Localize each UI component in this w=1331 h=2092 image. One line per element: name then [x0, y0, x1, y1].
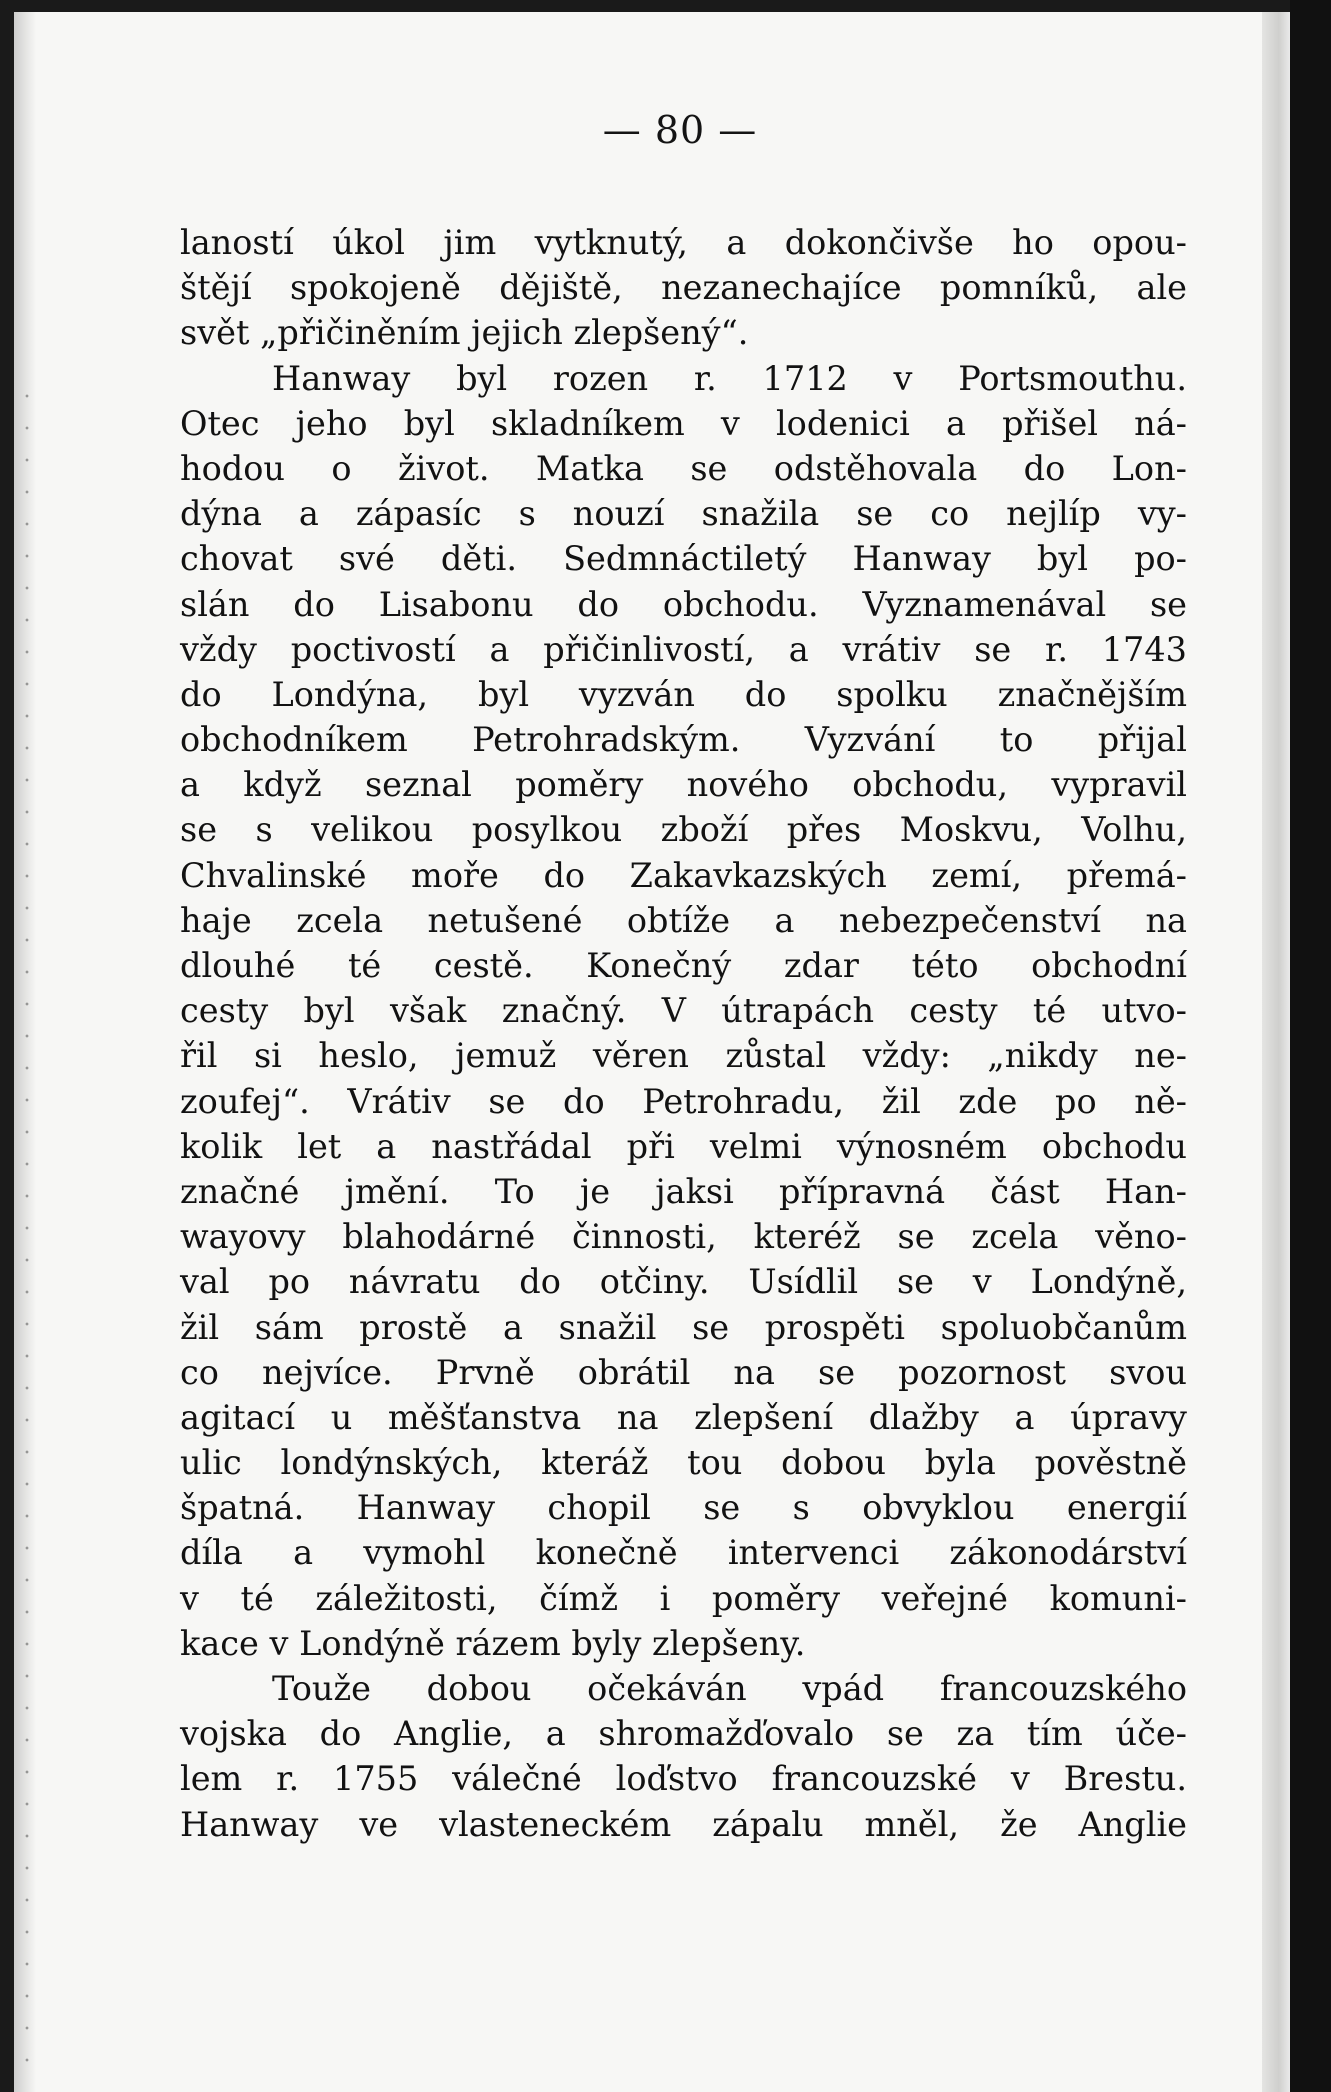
- text-line: laností úkol jim vytknutý, a dokončivše ho opou-: [180, 223, 1187, 262]
- text-line: vždy poctivostí a přičinlivostí, a vrátiv se r. 1743: [180, 629, 1187, 669]
- text-line: dýna a zápasíc s nouzí snažila se co nejlíp vy-: [180, 494, 1187, 534]
- text-line: řil si heslo, jemuž věren zůstal vždy: „nikdy ne-: [180, 1036, 1187, 1076]
- text-line: lem r. 1755 válečné loďstvo francouzské v Brestu.: [180, 1759, 1187, 1799]
- text-line: a když seznal poměry nového obchodu, vypravil: [180, 765, 1187, 805]
- text-line: co nejvíce. Prvně obrátil na se pozornost svou: [180, 1352, 1187, 1392]
- text-line: díla a vymohl konečně intervenci zákonodárství: [180, 1533, 1187, 1573]
- page-number: — 80 —: [602, 108, 758, 152]
- page-edge: [1262, 12, 1290, 2092]
- text-line: ulic londýnských, kteráž tou dobou byla pověstně: [180, 1443, 1187, 1483]
- text-line: kolik let a nastřádal při velmi výnosném obchodu: [180, 1126, 1187, 1166]
- text-line: haje zcela netušené obtíže a nebezpečenství na: [180, 900, 1187, 940]
- text-line: cesty byl však značný. V útrapách cesty té utvo-: [180, 991, 1187, 1031]
- text-line: žil sám prostě a snažil se prospěti spoluobčanům: [180, 1307, 1187, 1347]
- text-line: wayovy blahodárné činnosti, kteréž se zcela věno-: [180, 1217, 1187, 1257]
- text-line: vojska do Anglie, a shromažďovalo se za tím úče-: [180, 1714, 1187, 1754]
- text-line: Touže dobou očekáván vpád francouzského: [272, 1669, 1187, 1708]
- text-line: špatná. Hanway chopil se s obvyklou energií: [180, 1488, 1187, 1528]
- scan-border-right: [1290, 0, 1331, 2092]
- text-line: štějí spokojeně dějiště, nezanechajíce pomníků, ale: [180, 268, 1187, 308]
- text-line: hodou o život. Matka se odstěhovala do Lon-: [180, 448, 1187, 488]
- text-line: zoufej“. Vrátiv se do Petrohradu, žil zde po ně-: [180, 1081, 1187, 1121]
- text-line: obchodníkem Petrohradským. Vyzvání to přijal: [180, 720, 1187, 760]
- scan-border-top: [0, 0, 1331, 12]
- binding-stitch-marks: [20, 380, 34, 2080]
- text-line: svět „přičiněním jejich zlepšený“.: [180, 313, 749, 353]
- text-line: se s velikou posylkou zboží přes Moskvu, Volhu,: [180, 810, 1187, 850]
- text-line: do Londýna, byl vyzván do spolku značnějším: [180, 674, 1187, 714]
- text-line: val po návratu do otčiny. Usídlil se v Londýně,: [180, 1262, 1187, 1302]
- text-line: značné jmění. To je jaksi přípravná část Han-: [180, 1171, 1187, 1211]
- text-line: slán do Lisabonu do obchodu. Vyznamenával se: [180, 584, 1187, 624]
- text-line: kace v Londýně rázem byly zlepšeny.: [180, 1623, 806, 1663]
- text-line: dlouhé té cestě. Konečný zdar této obchodní: [180, 946, 1187, 985]
- text-line: chovat své děti. Sedmnáctiletý Hanway byl po-: [180, 539, 1187, 579]
- text-line: v té záležitosti, čímž i poměry veřejné komuni-: [180, 1578, 1187, 1618]
- text-line: Otec jeho byl skladníkem v lodenici a přišel ná-: [180, 403, 1187, 443]
- text-line: agitací u měšťanstva na zlepšení dlažby a úpravy: [180, 1397, 1187, 1437]
- text-line: Hanway byl rozen r. 1712 v Portsmouthu.: [272, 358, 1187, 398]
- text-line: Chvalinské moře do Zakavkazských zemí, přemá-: [180, 855, 1187, 895]
- text-line: Hanway ve vlasteneckém zápalu mněl, že Anglie: [180, 1804, 1187, 1844]
- body-text: [180, 220, 1187, 1847]
- scan-border-left: [0, 0, 14, 2092]
